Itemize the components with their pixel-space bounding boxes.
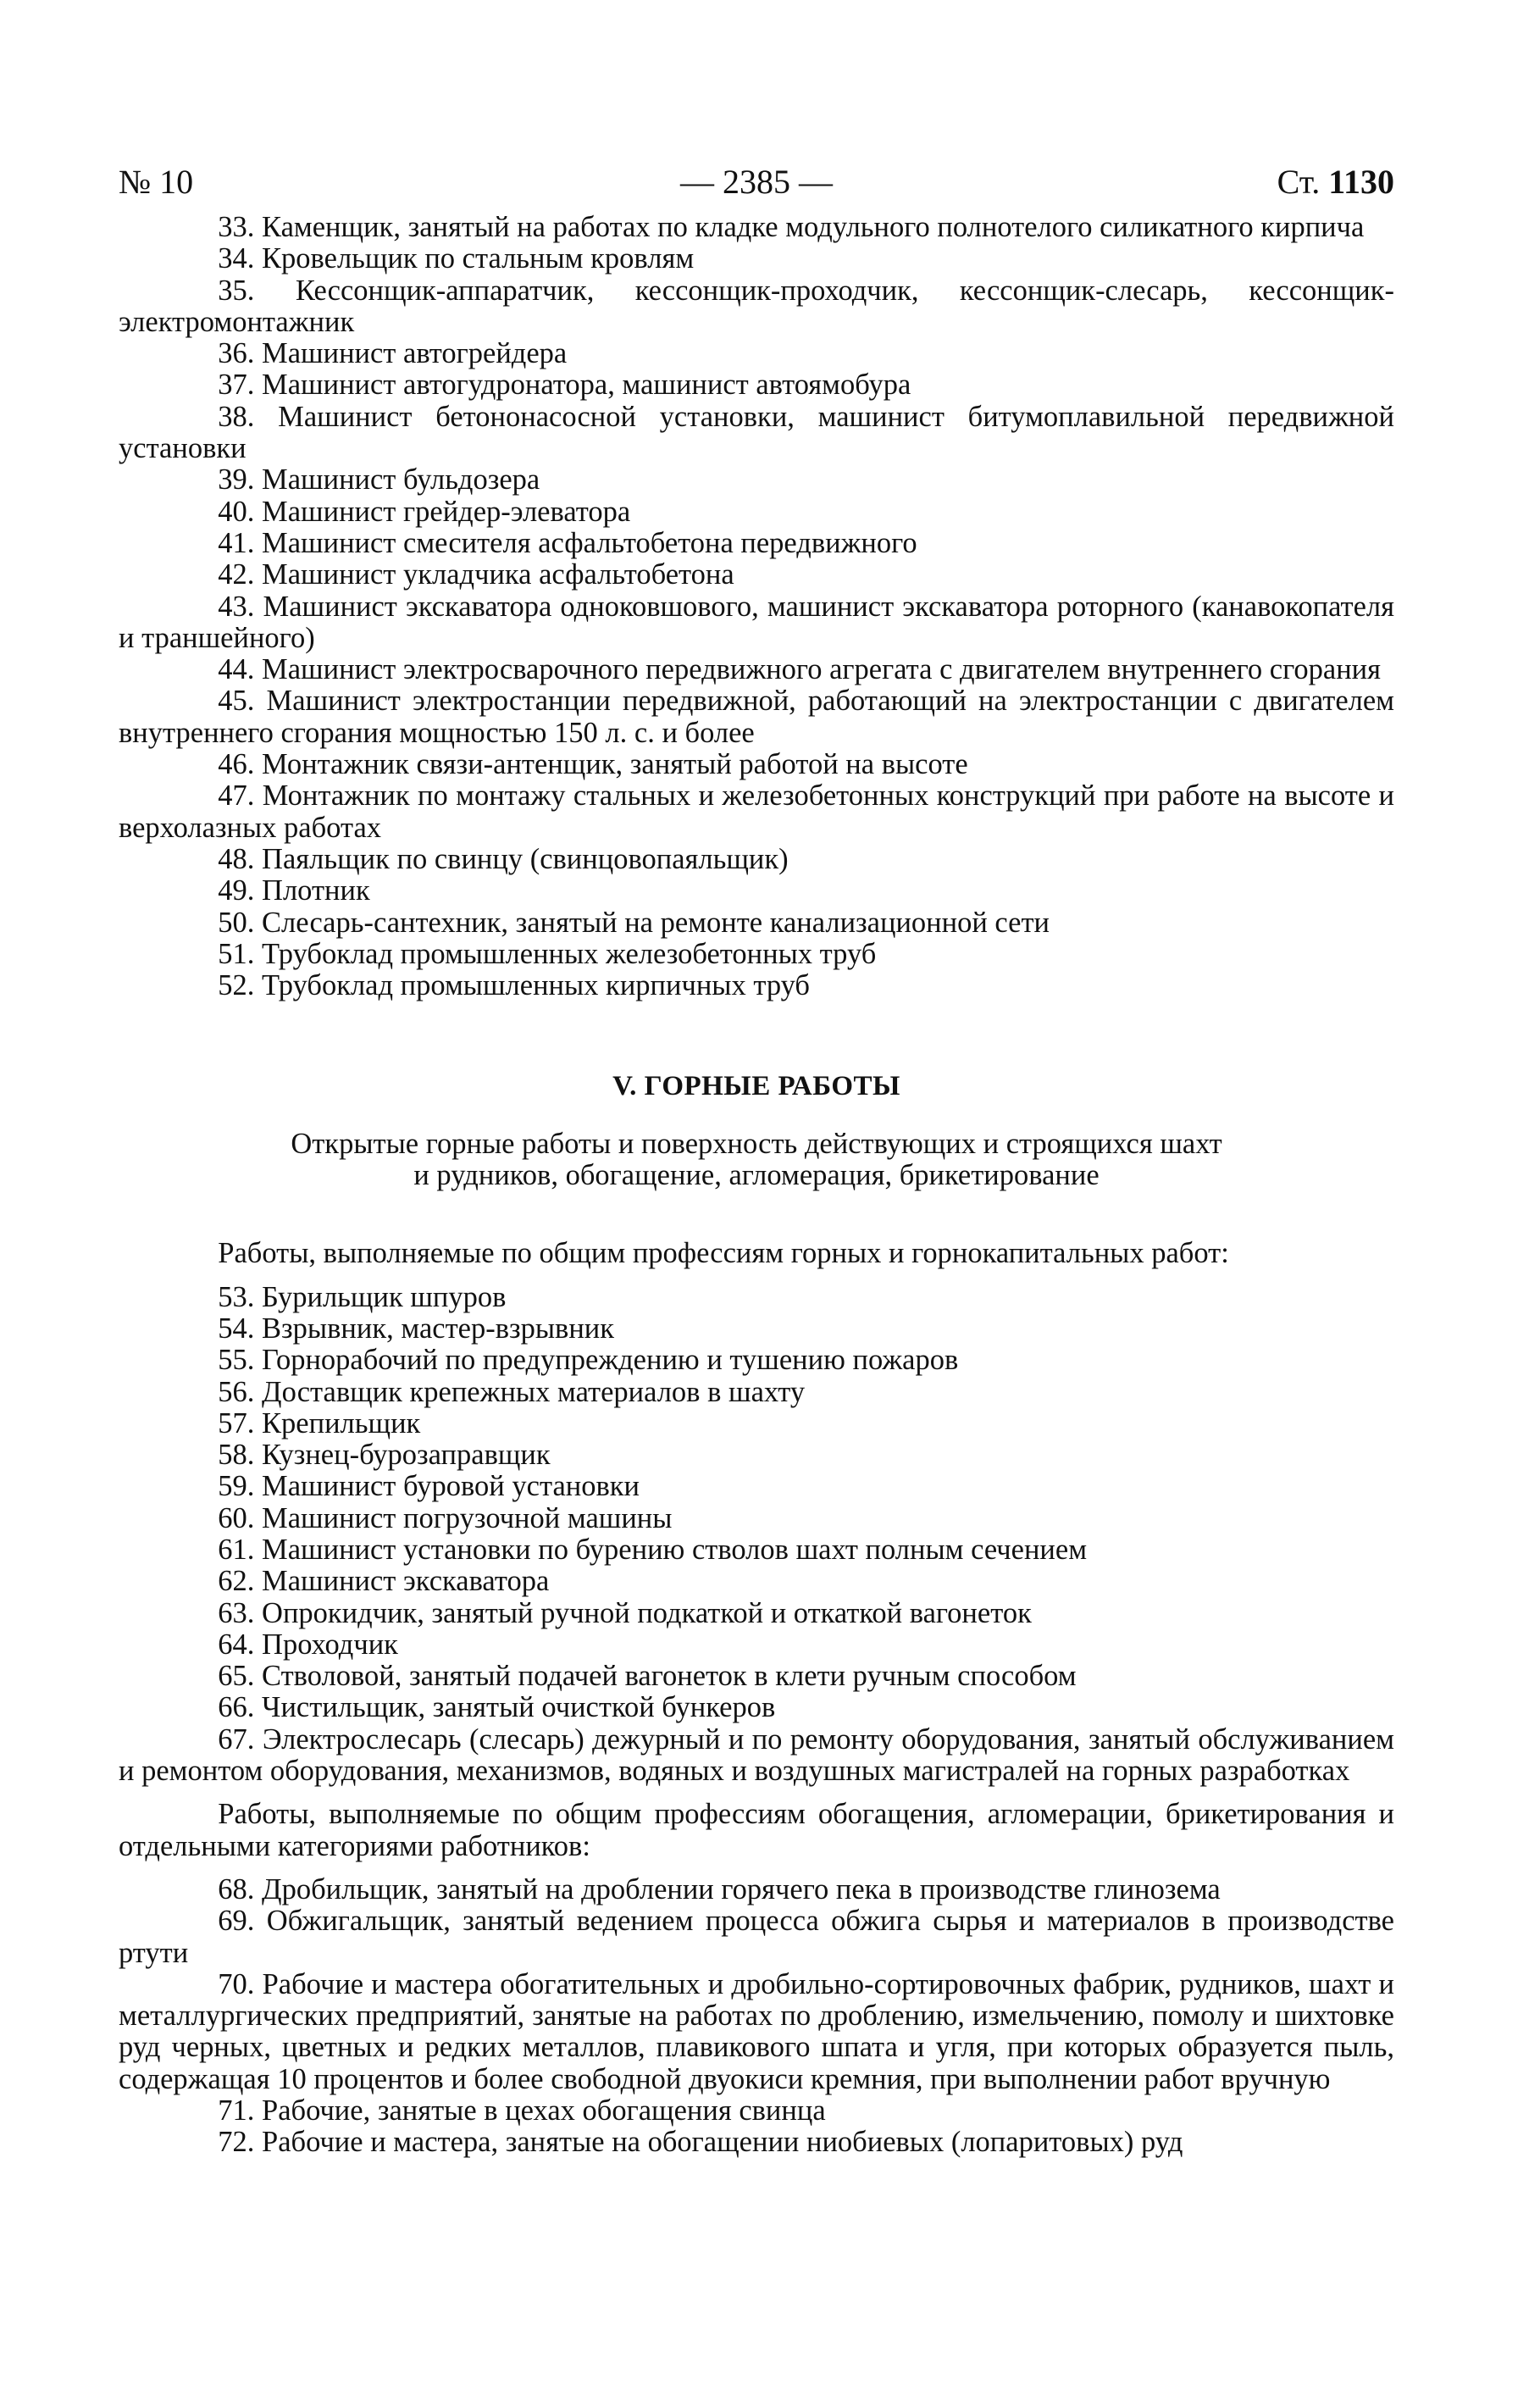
article-prefix: Ст.	[1277, 163, 1321, 201]
list-item: 48. Паяльщик по свинцу (свинцовопаяльщик)	[218, 842, 789, 875]
list-item: 70. Рабочие и мастера обогатительных и дробильно-сортировочных фабрик, рудников, шахт и металлургических предприятий, занятые на работах по дроблению, измельчению, помолу и шихтовке руд черных, цветных и редких металлов, плавикового шпата и угля, при которых образуется пыль, содержащая 10 процентов и более свободной двуокиси кремния, при выполнении работ вручную	[119, 1967, 1394, 2095]
group-heading-processing: Работы, выполняемые по общим профессиям обогащения, агломерации, брикетирования и отдельными категориями работников:	[119, 1798, 1394, 1862]
list-item: 37. Машинист автогудронатора, машинист автоямобура	[218, 369, 911, 402]
list-item: 67. Электрослесарь (слесарь) дежурный и по ремонту оборудования, занятый обслуживанием и ремонтом оборудования, механизмов, водяных и воздушных магистралей на горных разработках	[119, 1722, 1394, 1788]
article-value: 1130	[1328, 163, 1394, 201]
list-item: 58. Кузнец-бурозаправщик	[218, 1439, 551, 1472]
list-item: 56. Доставщик крепежных материалов в шахту	[218, 1375, 806, 1408]
section-subtitle-line2: и рудников, обогащение, агломерация, брикетирование	[413, 1159, 1100, 1192]
list-item: 40. Машинист грейдер-элеватора	[218, 495, 631, 528]
list-item: 50. Слесарь-сантехник, занятый на ремонте канализационной сети	[218, 906, 1050, 939]
list-item: 44. Машинист электросварочного передвижного агрегата с двигателем внутреннего сгорания	[218, 653, 1381, 686]
issue-number: № 10	[119, 163, 194, 201]
list-item: 42. Машинист укладчика асфальтобетона	[218, 558, 734, 591]
list-item: 71. Рабочие, занятые в цехах обогащения свинца	[218, 2094, 826, 2127]
list-item: 36. Машинист автогрейдера	[218, 337, 568, 370]
list-item: 65. Стволовой, занятый подачей вагонеток в клети ручным способом	[218, 1660, 1077, 1693]
list-item: 61. Машинист установки по бурению стволов шахт полным сечением	[218, 1533, 1088, 1566]
list-item: 39. Машинист бульдозера	[218, 463, 540, 496]
list-item: 38. Машинист бетононасосной установки, машинист битумоплавильной передвижной установки	[119, 400, 1394, 465]
section-title: V. ГОРНЫЕ РАБОТЫ	[612, 1071, 900, 1102]
list-item: 60. Машинист погрузочной машины	[218, 1501, 673, 1534]
list-item: 63. Опрокидчик, занятый ручной подкаткой и откаткой вагонеток	[218, 1596, 1032, 1629]
list-item: 52. Трубоклад промышленных кирпичных труб	[218, 969, 810, 1002]
list-item: 45. Машинист электростанции передвижной, работающий на электростанции с двигателем внутреннего сгорания мощностью 150 л. с. и более	[119, 685, 1394, 749]
article-number	[1277, 153, 1394, 212]
page-header	[119, 153, 1394, 212]
list-item: 41. Машинист смесителя асфальтобетона передвижного	[218, 526, 917, 559]
list-item: 33. Каменщик, занятый на работах по кладке модульного полнотелого силикатного кирпича	[218, 211, 1365, 243]
list-item: 69. Обжигальщик, занятый ведением процесса обжига сырья и материалов в производстве ртути	[119, 1905, 1394, 1969]
list-item: 43. Машинист экскаватора одноковшового, машинист экскаватора роторного (канавокопателя и траншейного)	[119, 590, 1394, 654]
list-item: 57. Крепильщик	[218, 1406, 421, 1440]
list-item: 35. Кессонщик-аппаратчик, кессонщик-проходчик, кессонщик-слесарь, кессонщик-электромонтажник	[119, 274, 1394, 338]
list-item: 64. Проходчик	[218, 1628, 398, 1661]
page-number: — 2385 —	[680, 163, 833, 201]
document-page	[119, 153, 1394, 2159]
list-item: 34. Кровельщик по стальным кровлям	[218, 242, 695, 275]
list-item: 46. Монтажник связи-антенщик, занятый работой на высоте	[218, 748, 968, 781]
list-item: 47. Монтажник по монтажу стальных и железобетонных конструкций при работе на высоте и верхолазных работах	[119, 779, 1394, 844]
list-item: 51. Трубоклад промышленных железобетонных труб	[218, 937, 877, 970]
items-list-part1	[119, 212, 1394, 1001]
list-item: 55. Горнорабочий по предупреждению и тушению пожаров	[218, 1344, 959, 1377]
items-list-part2	[119, 1282, 1394, 1788]
list-item: 62. Машинист экскаватора	[218, 1565, 550, 1598]
list-item: 54. Взрывник, мастер-взрывник	[218, 1312, 615, 1345]
list-item: 72. Рабочие и мастера, занятые на обогащении ниобиевых (лопаритовых) руд	[218, 2126, 1183, 2159]
list-item: 49. Плотник	[218, 874, 370, 907]
items-list-part3	[119, 1874, 1394, 2159]
list-item: 66. Чистильщик, занятый очисткой бункеров	[218, 1691, 776, 1724]
section-subtitle-line1: Открытые горные работы и поверхность действующих и строящихся шахт	[291, 1127, 1222, 1160]
list-item: 59. Машинист буровой установки	[218, 1470, 640, 1503]
list-item: 53. Бурильщик шпуров	[218, 1280, 507, 1313]
group-heading-mining: Работы, выполняемые по общим профессиям горных и горнокапитальных работ:	[218, 1237, 1229, 1270]
list-item: 68. Дробильщик, занятый на дроблении горячего пека в производстве глинозема	[218, 1872, 1221, 1906]
